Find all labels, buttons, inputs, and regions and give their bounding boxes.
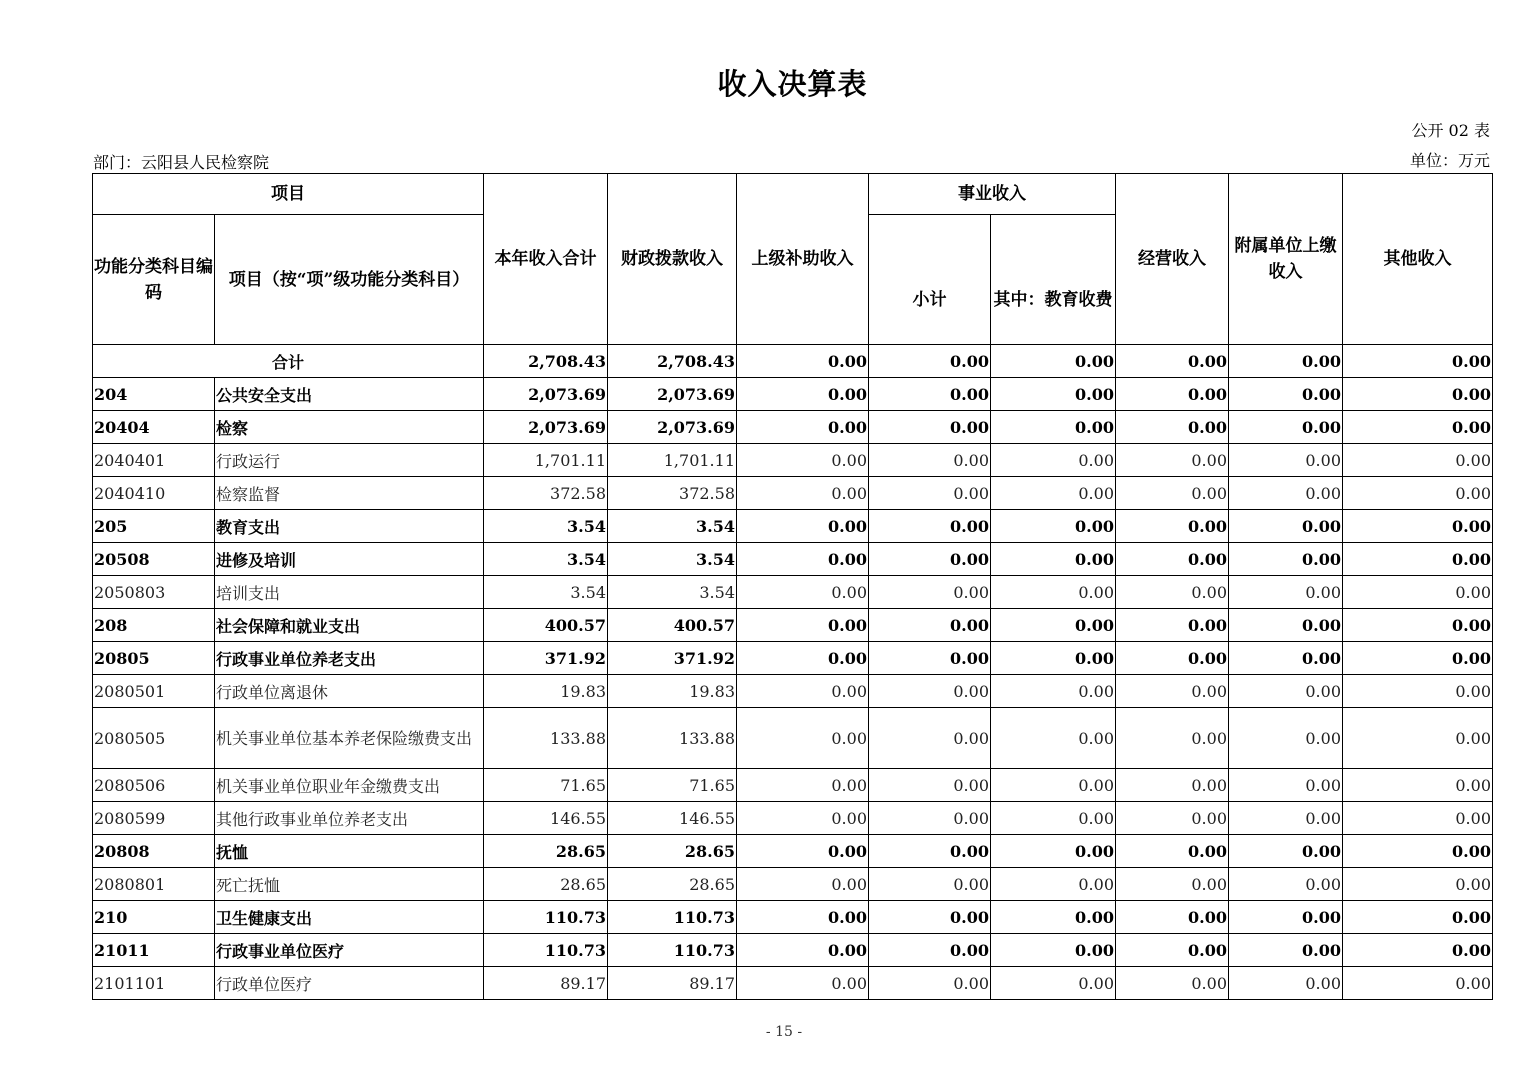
total-value: 2,708.43 <box>484 345 608 378</box>
row-code: 20808 <box>93 835 215 868</box>
row-value: 0.00 <box>869 901 991 934</box>
row-value: 0.00 <box>737 411 869 444</box>
row-value: 0.00 <box>869 967 991 1000</box>
row-value: 0.00 <box>1343 378 1493 411</box>
row-value: 0.00 <box>1343 675 1493 708</box>
row-value: 0.00 <box>869 802 991 835</box>
row-code: 2080505 <box>93 708 215 769</box>
page-title: 收入决算表 <box>717 67 868 101</box>
row-value: 3.54 <box>608 543 737 576</box>
row-value: 28.65 <box>484 835 608 868</box>
table-row <box>93 444 1493 477</box>
row-code: 2080506 <box>93 769 215 802</box>
row-value: 0.00 <box>991 835 1116 868</box>
row-value: 0.00 <box>1116 510 1229 543</box>
row-value: 0.00 <box>1343 769 1493 802</box>
table-row <box>93 967 1493 1000</box>
row-value: 0.00 <box>1229 967 1343 1000</box>
row-value: 146.55 <box>484 802 608 835</box>
table-row <box>93 708 1493 769</box>
row-code: 2040401 <box>93 444 215 477</box>
total-value: 0.00 <box>737 345 869 378</box>
table-row <box>93 835 1493 868</box>
total-value: 0.00 <box>869 345 991 378</box>
total-value: 0.00 <box>1116 345 1229 378</box>
table-row <box>93 868 1493 901</box>
row-value: 0.00 <box>869 835 991 868</box>
row-value: 0.00 <box>869 411 991 444</box>
row-value: 0.00 <box>737 967 869 1000</box>
row-value: 2,073.69 <box>484 378 608 411</box>
row-value: 0.00 <box>991 934 1116 967</box>
row-value: 0.00 <box>737 477 869 510</box>
row-value: 89.17 <box>608 967 737 1000</box>
row-code: 205 <box>93 510 215 543</box>
table-row <box>93 411 1493 444</box>
row-value: 0.00 <box>1116 576 1229 609</box>
row-value: 28.65 <box>484 868 608 901</box>
row-value: 2,073.69 <box>608 378 737 411</box>
row-value: 0.00 <box>1343 477 1493 510</box>
row-value: 110.73 <box>484 901 608 934</box>
row-value: 0.00 <box>991 708 1116 769</box>
row-value: 0.00 <box>1229 642 1343 675</box>
row-value: 0.00 <box>1343 543 1493 576</box>
row-value: 0.00 <box>1343 576 1493 609</box>
page-number: - 15 - <box>765 1024 803 1040</box>
row-value: 0.00 <box>737 378 869 411</box>
row-value: 0.00 <box>737 543 869 576</box>
row-value: 0.00 <box>1343 901 1493 934</box>
row-code: 2050803 <box>93 576 215 609</box>
row-value: 146.55 <box>608 802 737 835</box>
header-affiliated: 附属单位上缴收入 <box>1229 174 1343 345</box>
row-value: 0.00 <box>869 769 991 802</box>
total-value: 0.00 <box>1343 345 1493 378</box>
row-value: 0.00 <box>991 609 1116 642</box>
header-operating: 经营收入 <box>1116 174 1229 345</box>
row-value: 0.00 <box>1343 708 1493 769</box>
income-table <box>92 173 1493 1000</box>
row-name: 机关事业单位基本养老保险缴费支出 <box>215 708 484 769</box>
row-value: 0.00 <box>869 642 991 675</box>
row-value: 0.00 <box>1116 477 1229 510</box>
header-fiscal: 财政拨款收入 <box>608 174 737 345</box>
row-code: 204 <box>93 378 215 411</box>
row-value: 2,073.69 <box>484 411 608 444</box>
row-value: 371.92 <box>608 642 737 675</box>
row-code: 210 <box>93 901 215 934</box>
unit-label: 单位：万元 <box>1409 151 1490 170</box>
row-value: 71.65 <box>608 769 737 802</box>
total-row <box>93 345 1493 378</box>
table-row <box>93 609 1493 642</box>
row-name: 行政事业单位医疗 <box>215 934 484 967</box>
row-value: 0.00 <box>737 802 869 835</box>
row-value: 0.00 <box>1116 868 1229 901</box>
row-name: 进修及培训 <box>215 543 484 576</box>
row-value: 0.00 <box>1116 675 1229 708</box>
row-value: 0.00 <box>991 444 1116 477</box>
row-name: 教育支出 <box>215 510 484 543</box>
row-value: 0.00 <box>1229 769 1343 802</box>
row-value: 0.00 <box>737 934 869 967</box>
row-value: 0.00 <box>737 708 869 769</box>
row-value: 0.00 <box>1116 708 1229 769</box>
row-value: 0.00 <box>991 642 1116 675</box>
row-value: 3.54 <box>484 576 608 609</box>
table-row <box>93 769 1493 802</box>
header-total: 本年收入合计 <box>484 174 608 345</box>
row-value: 0.00 <box>1116 901 1229 934</box>
row-value: 0.00 <box>869 576 991 609</box>
row-value: 28.65 <box>608 835 737 868</box>
row-value: 0.00 <box>1343 835 1493 868</box>
row-value: 19.83 <box>484 675 608 708</box>
row-value: 3.54 <box>484 510 608 543</box>
row-value: 0.00 <box>737 510 869 543</box>
row-value: 71.65 <box>484 769 608 802</box>
row-value: 0.00 <box>869 675 991 708</box>
row-name: 检察监督 <box>215 477 484 510</box>
table-row <box>93 576 1493 609</box>
row-value: 0.00 <box>869 609 991 642</box>
table-row <box>93 642 1493 675</box>
row-value: 0.00 <box>1343 510 1493 543</box>
row-code: 20404 <box>93 411 215 444</box>
row-value: 0.00 <box>1116 835 1229 868</box>
row-code: 208 <box>93 609 215 642</box>
row-value: 0.00 <box>1229 901 1343 934</box>
row-value: 0.00 <box>1343 802 1493 835</box>
row-value: 0.00 <box>737 675 869 708</box>
header-other: 其他收入 <box>1343 174 1493 345</box>
row-value: 0.00 <box>1343 642 1493 675</box>
row-value: 0.00 <box>991 510 1116 543</box>
row-value: 0.00 <box>1343 934 1493 967</box>
row-value: 0.00 <box>991 868 1116 901</box>
row-value: 133.88 <box>484 708 608 769</box>
row-value: 0.00 <box>991 901 1116 934</box>
row-value: 0.00 <box>1116 543 1229 576</box>
header-education: 其中：教育收费 <box>991 215 1116 345</box>
row-value: 0.00 <box>1116 378 1229 411</box>
row-code: 2080501 <box>93 675 215 708</box>
row-value: 0.00 <box>869 708 991 769</box>
row-value: 0.00 <box>1116 802 1229 835</box>
table-number: 公开 02 表 <box>1411 121 1490 140</box>
total-value: 2,708.43 <box>608 345 737 378</box>
row-value: 0.00 <box>1116 609 1229 642</box>
row-value: 89.17 <box>484 967 608 1000</box>
row-name: 检察 <box>215 411 484 444</box>
table-row <box>93 378 1493 411</box>
row-code: 21011 <box>93 934 215 967</box>
row-code: 2080599 <box>93 802 215 835</box>
row-value: 0.00 <box>1343 411 1493 444</box>
row-code: 2040410 <box>93 477 215 510</box>
table-row <box>93 477 1493 510</box>
row-value: 400.57 <box>484 609 608 642</box>
row-value: 0.00 <box>1229 802 1343 835</box>
row-value: 0.00 <box>991 675 1116 708</box>
department-label: 部门：云阳县人民检察院 <box>93 153 270 172</box>
row-code: 20805 <box>93 642 215 675</box>
row-value: 0.00 <box>1116 444 1229 477</box>
row-name: 其他行政事业单位养老支出 <box>215 802 484 835</box>
row-value: 0.00 <box>1229 934 1343 967</box>
row-name: 社会保障和就业支出 <box>215 609 484 642</box>
row-value: 0.00 <box>1229 835 1343 868</box>
row-value: 0.00 <box>1229 444 1343 477</box>
row-value: 0.00 <box>1343 444 1493 477</box>
row-value: 0.00 <box>1229 675 1343 708</box>
total-value: 0.00 <box>1229 345 1343 378</box>
row-value: 110.73 <box>484 934 608 967</box>
row-value: 1,701.11 <box>484 444 608 477</box>
row-value: 0.00 <box>869 378 991 411</box>
row-value: 19.83 <box>608 675 737 708</box>
row-code: 2101101 <box>93 967 215 1000</box>
row-value: 133.88 <box>608 708 737 769</box>
row-name: 行政单位离退休 <box>215 675 484 708</box>
row-value: 0.00 <box>991 378 1116 411</box>
row-name: 卫生健康支出 <box>215 901 484 934</box>
row-value: 0.00 <box>1229 543 1343 576</box>
row-value: 0.00 <box>991 769 1116 802</box>
header-business-group: 事业收入 <box>869 174 1116 215</box>
row-value: 0.00 <box>991 576 1116 609</box>
table-row <box>93 934 1493 967</box>
row-value: 0.00 <box>737 609 869 642</box>
row-value: 0.00 <box>737 868 869 901</box>
row-value: 0.00 <box>869 868 991 901</box>
total-value: 0.00 <box>991 345 1116 378</box>
row-value: 0.00 <box>991 802 1116 835</box>
row-value: 0.00 <box>1116 934 1229 967</box>
row-value: 400.57 <box>608 609 737 642</box>
row-value: 0.00 <box>869 934 991 967</box>
row-name: 培训支出 <box>215 576 484 609</box>
row-value: 0.00 <box>1343 967 1493 1000</box>
row-value: 0.00 <box>991 543 1116 576</box>
row-value: 0.00 <box>1116 642 1229 675</box>
row-value: 0.00 <box>737 444 869 477</box>
table-row <box>93 510 1493 543</box>
header-superior: 上级补助收入 <box>737 174 869 345</box>
row-value: 0.00 <box>1116 769 1229 802</box>
row-value: 3.54 <box>608 576 737 609</box>
header-subtotal: 小计 <box>869 215 991 345</box>
row-value: 0.00 <box>1116 967 1229 1000</box>
row-value: 1,701.11 <box>608 444 737 477</box>
table-row <box>93 901 1493 934</box>
row-value: 0.00 <box>737 576 869 609</box>
row-code: 20508 <box>93 543 215 576</box>
row-value: 0.00 <box>737 835 869 868</box>
row-value: 0.00 <box>737 642 869 675</box>
row-value: 3.54 <box>484 543 608 576</box>
row-value: 28.65 <box>608 868 737 901</box>
row-value: 0.00 <box>1229 609 1343 642</box>
row-value: 0.00 <box>869 477 991 510</box>
row-value: 0.00 <box>737 901 869 934</box>
row-value: 0.00 <box>1229 576 1343 609</box>
row-value: 110.73 <box>608 934 737 967</box>
row-value: 0.00 <box>1343 868 1493 901</box>
row-value: 0.00 <box>1229 868 1343 901</box>
row-value: 0.00 <box>737 769 869 802</box>
row-value: 0.00 <box>1343 609 1493 642</box>
row-value: 0.00 <box>1229 477 1343 510</box>
header-code: 功能分类科目编码 <box>93 215 215 345</box>
row-name: 机关事业单位职业年金缴费支出 <box>215 769 484 802</box>
row-value: 0.00 <box>869 444 991 477</box>
row-value: 372.58 <box>608 477 737 510</box>
row-name: 死亡抚恤 <box>215 868 484 901</box>
row-value: 0.00 <box>1229 378 1343 411</box>
row-value: 0.00 <box>1229 510 1343 543</box>
table-row <box>93 802 1493 835</box>
row-value: 3.54 <box>608 510 737 543</box>
row-value: 0.00 <box>991 411 1116 444</box>
row-name: 公共安全支出 <box>215 378 484 411</box>
total-label: 合计 <box>93 345 484 378</box>
row-value: 0.00 <box>1229 411 1343 444</box>
header-name: 项目（按“项”级功能分类科目） <box>215 215 484 345</box>
table-row <box>93 675 1493 708</box>
row-value: 0.00 <box>1229 708 1343 769</box>
row-name: 行政运行 <box>215 444 484 477</box>
row-name: 抚恤 <box>215 835 484 868</box>
row-value: 372.58 <box>484 477 608 510</box>
header-item: 项目 <box>93 174 484 215</box>
row-value: 0.00 <box>1116 411 1229 444</box>
row-value: 0.00 <box>991 967 1116 1000</box>
row-value: 0.00 <box>991 477 1116 510</box>
row-value: 371.92 <box>484 642 608 675</box>
row-name: 行政事业单位养老支出 <box>215 642 484 675</box>
row-value: 110.73 <box>608 901 737 934</box>
row-value: 0.00 <box>869 510 991 543</box>
table-row <box>93 543 1493 576</box>
row-value: 2,073.69 <box>608 411 737 444</box>
row-value: 0.00 <box>869 543 991 576</box>
row-code: 2080801 <box>93 868 215 901</box>
row-name: 行政单位医疗 <box>215 967 484 1000</box>
